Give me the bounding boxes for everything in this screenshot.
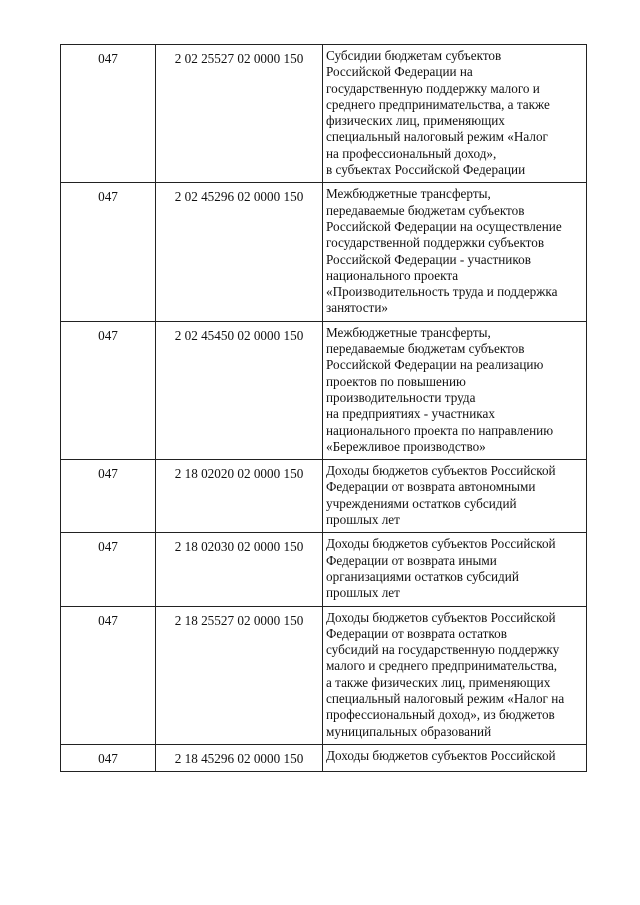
revenue-name-cell bbox=[323, 744, 587, 771]
revenue-name-line: Межбюджетные трансферты, bbox=[326, 186, 491, 202]
revenue-name-line: а также физических лиц, применяющих bbox=[326, 674, 551, 690]
revenue-name-cell bbox=[323, 183, 587, 321]
table-row bbox=[61, 460, 587, 533]
revenue-name-line: проектов по повышению bbox=[326, 373, 466, 389]
revenue-name-line: «Бережливое производство» bbox=[326, 438, 486, 454]
revenue-name-cell bbox=[323, 460, 587, 533]
revenue-name-line: специальный налоговый режим «Налог bbox=[326, 129, 548, 145]
revenue-name-line: Доходы бюджетов субъектов Российской bbox=[326, 463, 556, 479]
revenue-name-line: национального проекта по направлению bbox=[326, 422, 554, 438]
revenue-name-line: Российской Федерации на осуществление bbox=[326, 218, 562, 234]
revenue-name-line: Федерации от возврата иными bbox=[326, 552, 497, 568]
revenue-name-line: субсидий на государственную поддержку bbox=[326, 642, 560, 658]
revenue-name-line: «Производительность труда и поддержка bbox=[326, 284, 558, 300]
revenue-name-line: Доходы бюджетов субъектов Российской bbox=[326, 536, 556, 552]
revenue-name-line: передаваемые бюджетам субъектов bbox=[326, 341, 525, 357]
admin-code-cell: 047 bbox=[61, 744, 156, 771]
revenue-name-line: в субъектах Российской Федерации bbox=[326, 162, 526, 178]
revenue-name-line: муниципальных образований bbox=[326, 723, 492, 739]
revenue-name-line: на предприятиях - участниках bbox=[326, 406, 495, 422]
revenue-name-line: Российской Федерации на bbox=[326, 64, 473, 80]
revenue-name-cell bbox=[323, 533, 587, 606]
revenue-name-line: прошлых лет bbox=[326, 512, 400, 528]
revenue-name-line: малого и среднего предпринимательства, bbox=[326, 658, 558, 674]
admin-code-cell: 047 bbox=[61, 533, 156, 606]
revenue-name-line: передаваемые бюджетам субъектов bbox=[326, 202, 525, 218]
revenue-code-cell: 2 02 45296 02 0000 150 bbox=[156, 183, 323, 321]
revenue-name-line: производительности труда bbox=[326, 389, 476, 405]
admin-code-cell: 047 bbox=[61, 321, 156, 459]
revenue-name-line: на профессиональный доход», bbox=[326, 145, 497, 161]
table-row bbox=[61, 45, 587, 183]
revenue-name-line: Российской Федерации на реализацию bbox=[326, 357, 544, 373]
revenue-name-line: национального проекта bbox=[326, 267, 459, 283]
revenue-name-line: организациями остатков субсидий bbox=[326, 568, 519, 584]
revenue-codes-table bbox=[60, 44, 587, 772]
admin-code-cell: 047 bbox=[61, 45, 156, 183]
table-row bbox=[61, 321, 587, 459]
table-row bbox=[61, 183, 587, 321]
revenue-name-line: профессиональный доход», из бюджетов bbox=[326, 707, 555, 723]
revenue-name-cell bbox=[323, 321, 587, 459]
revenue-name-line: государственную поддержку малого и bbox=[326, 80, 540, 96]
revenue-name-line: Федерации от возврата автономными bbox=[326, 479, 536, 495]
revenue-name-line: среднего предпринимательства, а также bbox=[326, 96, 550, 112]
revenue-code-cell: 2 02 25527 02 0000 150 bbox=[156, 45, 323, 183]
table-row bbox=[61, 533, 587, 606]
revenue-name-line: Доходы бюджетов субъектов Российской bbox=[326, 609, 556, 625]
revenue-name-line: физических лиц, применяющих bbox=[326, 113, 505, 129]
revenue-code-cell: 2 02 45450 02 0000 150 bbox=[156, 321, 323, 459]
revenue-code-cell: 2 18 02020 02 0000 150 bbox=[156, 460, 323, 533]
table-row bbox=[61, 606, 587, 744]
revenue-code-cell: 2 18 02030 02 0000 150 bbox=[156, 533, 323, 606]
table-row bbox=[61, 744, 587, 771]
revenue-name-line: специальный налоговый режим «Налог на bbox=[326, 690, 565, 706]
revenue-name-line: государственной поддержки субъектов bbox=[326, 235, 545, 251]
revenue-name-cell bbox=[323, 45, 587, 183]
revenue-name-line: Субсидии бюджетам субъектов bbox=[326, 48, 502, 63]
table-body bbox=[61, 45, 587, 772]
revenue-name-line: Федерации от возврата остатков bbox=[326, 625, 507, 641]
revenue-name-cell bbox=[323, 606, 587, 744]
revenue-name-line: Российской Федерации - участников bbox=[326, 251, 531, 267]
admin-code-cell: 047 bbox=[61, 183, 156, 321]
revenue-code-cell: 2 18 45296 02 0000 150 bbox=[156, 744, 323, 771]
revenue-name-line: учреждениями остатков субсидий bbox=[326, 495, 517, 511]
admin-code-cell: 047 bbox=[61, 460, 156, 533]
revenue-code-cell: 2 18 25527 02 0000 150 bbox=[156, 606, 323, 744]
revenue-name-line: прошлых лет bbox=[326, 585, 400, 601]
revenue-name-line: Доходы бюджетов субъектов Российской bbox=[326, 747, 556, 763]
revenue-name-line: Межбюджетные трансферты, bbox=[326, 324, 491, 340]
revenue-name-line: занятости» bbox=[326, 300, 388, 316]
admin-code-cell: 047 bbox=[61, 606, 156, 744]
